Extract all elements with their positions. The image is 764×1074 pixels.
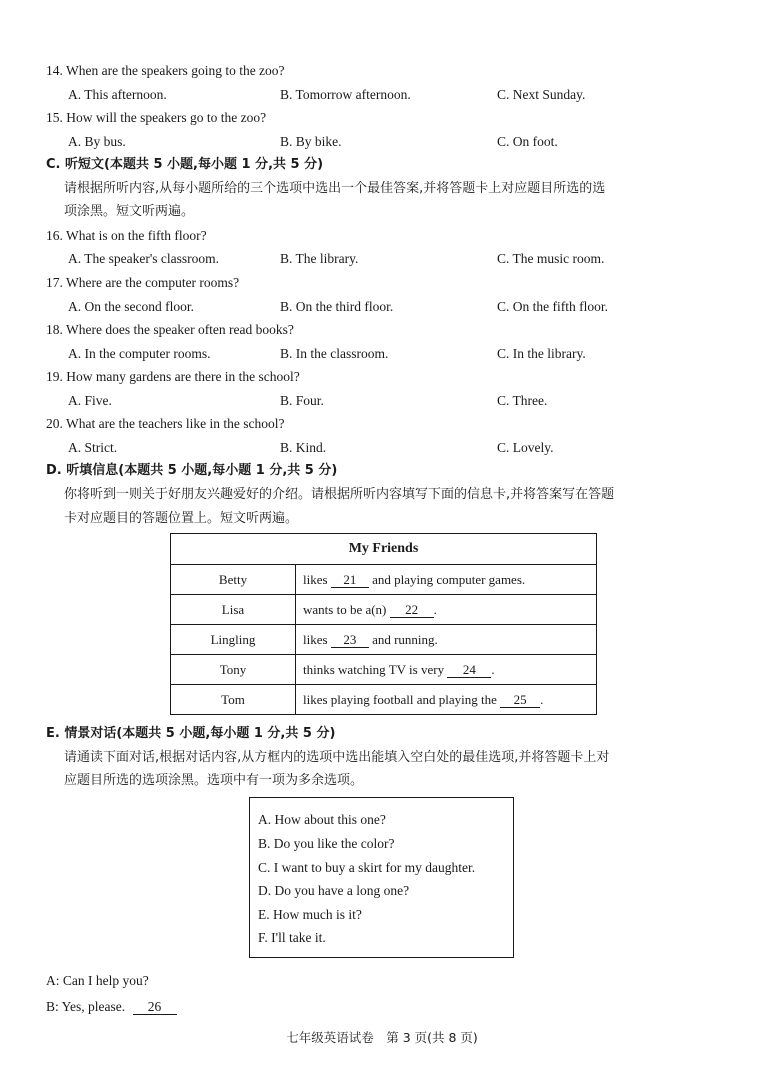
- info-text-after: .: [433, 601, 437, 617]
- friend-info: [296, 655, 597, 685]
- dialogue-line-a: A: Can I help you?: [46, 973, 149, 988]
- question-16-option-a[interactable]: A. The speaker's classroom.: [68, 251, 220, 266]
- table-row: [171, 685, 597, 715]
- table-row: [171, 565, 597, 595]
- question-20-stem: 20. What are the teachers like in the school?: [46, 416, 285, 431]
- info-text-after: .: [491, 661, 495, 677]
- answer-blank-25[interactable]: 25: [500, 692, 540, 708]
- question-18-option-a[interactable]: A. In the computer rooms.: [68, 346, 211, 361]
- info-text-before: likes: [303, 571, 331, 587]
- info-text-after: .: [540, 691, 544, 707]
- section-d-heading: D. 听填信息(本题共 5 小题,每小题 1 分,共 5 分): [46, 463, 338, 478]
- question-14-option-b[interactable]: B. Tomorrow afternoon.: [280, 87, 411, 102]
- question-19-option-a[interactable]: A. Five.: [68, 393, 112, 408]
- section-c-heading: C. 听短文(本题共 5 小题,每小题 1 分,共 5 分): [46, 157, 324, 172]
- question-16-stem: 16. What is on the fifth floor?: [46, 228, 207, 243]
- section-d-instruction-line1: 你将听到一则关于好朋友兴趣爱好的介绍。请根据所听内容填写下面的信息卡,并将答案写在答题: [64, 487, 615, 502]
- question-14-option-a[interactable]: A. This afternoon.: [68, 87, 167, 102]
- question-14-stem: 14. When are the speakers going to the zoo?: [46, 63, 285, 78]
- friend-name: Tom: [171, 685, 296, 715]
- info-text-after: and running.: [368, 631, 438, 647]
- question-15-option-c[interactable]: C. On foot.: [497, 134, 558, 149]
- dialogue-option-e[interactable]: E. How much is it?: [258, 907, 362, 922]
- friend-info: [296, 595, 597, 625]
- question-20-option-b[interactable]: B. Kind.: [280, 440, 327, 455]
- question-20-option-a[interactable]: A. Strict.: [68, 440, 118, 455]
- question-15-option-a[interactable]: A. By bus.: [68, 134, 126, 149]
- dialogue-option-a[interactable]: A. How about this one?: [258, 812, 386, 827]
- section-c-instruction-line2: 项涂黑。短文听两遍。: [64, 204, 195, 219]
- info-text-before: thinks watching TV is very: [303, 661, 448, 677]
- question-18-option-b[interactable]: B. In the classroom.: [280, 346, 389, 361]
- section-e-instruction-line2: 应题目所选的选项涂黑。选项中有一项为多余选项。: [64, 773, 364, 788]
- answer-blank-22[interactable]: 22: [390, 602, 434, 618]
- question-19-option-b[interactable]: B. Four.: [280, 393, 324, 408]
- answer-blank-21[interactable]: 21: [331, 572, 369, 588]
- page-footer: 七年级英语试卷 第 3 页(共 8 页): [286, 1030, 478, 1045]
- question-17-option-c[interactable]: C. On the fifth floor.: [497, 299, 608, 314]
- question-14-option-c[interactable]: C. Next Sunday.: [497, 87, 586, 102]
- options-box: [249, 797, 514, 958]
- question-17-option-a[interactable]: A. On the second floor.: [68, 299, 194, 314]
- friend-info: [296, 625, 597, 655]
- section-e-heading: E. 情景对话(本题共 5 小题,每小题 1 分,共 5 分): [46, 726, 336, 741]
- section-c-instruction-line1: 请根据所听内容,从每小题所给的三个选项中选出一个最佳答案,并将答题卡上对应题目所选的选: [64, 181, 606, 196]
- friend-name: Betty: [171, 565, 296, 595]
- question-17-option-b[interactable]: B. On the third floor.: [280, 299, 394, 314]
- friend-name: Lingling: [171, 625, 296, 655]
- info-card-header-row: [171, 534, 597, 565]
- question-19-stem: 19. How many gardens are there in the school?: [46, 369, 300, 384]
- question-18-option-c[interactable]: C. In the library.: [497, 346, 586, 361]
- question-15-option-b[interactable]: B. By bike.: [280, 134, 342, 149]
- friend-info: [296, 565, 597, 595]
- answer-blank-26[interactable]: 26: [133, 999, 177, 1015]
- question-18-stem: 18. Where does the speaker often read books?: [46, 322, 294, 337]
- question-16-option-c[interactable]: C. The music room.: [497, 251, 605, 266]
- question-19-option-c[interactable]: C. Three.: [497, 393, 548, 408]
- info-card-title: My Friends: [171, 534, 597, 565]
- friend-info: [296, 685, 597, 715]
- info-text-after: and playing computer games.: [368, 571, 526, 587]
- friend-name: Tony: [171, 655, 296, 685]
- dialogue-line-b-text: B: Yes, please.: [46, 999, 126, 1014]
- table-row: [171, 655, 597, 685]
- dialogue-option-f[interactable]: F. I'll take it.: [258, 930, 326, 945]
- question-15-stem: 15. How will the speakers go to the zoo?: [46, 110, 267, 125]
- dialogue-line-b: [46, 998, 177, 1016]
- section-e-instruction-line1: 请通读下面对话,根据对话内容,从方框内的选项中选出能填入空白处的最佳选项,并将答题卡上对: [64, 750, 610, 765]
- question-17-stem: 17. Where are the computer rooms?: [46, 275, 240, 290]
- info-text-before: likes: [303, 631, 331, 647]
- dialogue-option-d[interactable]: D. Do you have a long one?: [258, 883, 410, 898]
- question-20-option-c[interactable]: C. Lovely.: [497, 440, 554, 455]
- info-text-before: likes playing football and playing the: [303, 691, 501, 707]
- answer-blank-23[interactable]: 23: [331, 632, 369, 648]
- answer-blank-24[interactable]: 24: [447, 662, 491, 678]
- question-16-option-b[interactable]: B. The library.: [280, 251, 359, 266]
- info-card-table: [170, 533, 597, 715]
- friend-name: Lisa: [171, 595, 296, 625]
- table-row: [171, 595, 597, 625]
- dialogue-option-b[interactable]: B. Do you like the color?: [258, 836, 395, 851]
- section-d-instruction-line2: 卡对应题目的答题位置上。短文听两遍。: [64, 511, 299, 526]
- dialogue-option-c[interactable]: C. I want to buy a skirt for my daughter.: [258, 860, 476, 875]
- info-text-before: wants to be a(n): [303, 601, 390, 617]
- table-row: [171, 625, 597, 655]
